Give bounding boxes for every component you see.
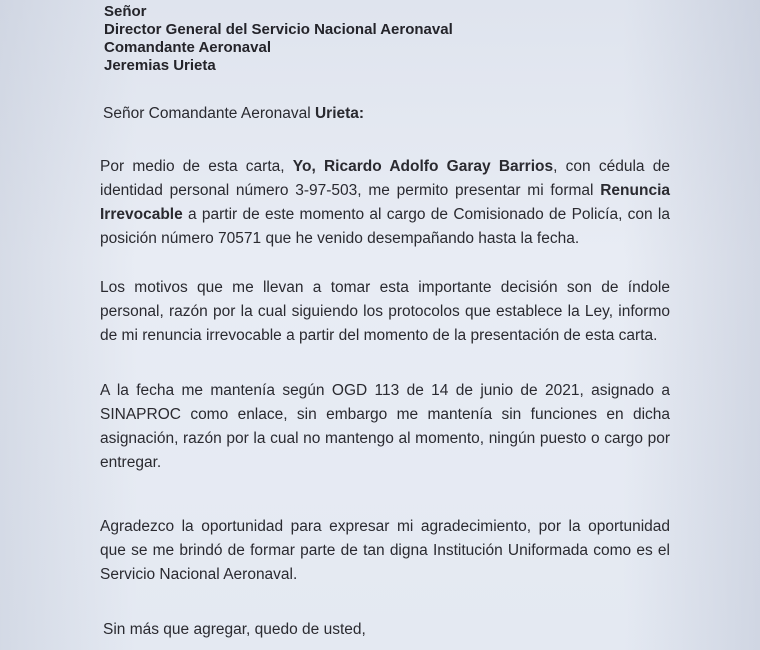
closing-line: Sin más que agregar, quedo de usted, bbox=[103, 621, 366, 638]
paragraph-reasons: Los motivos que me llevan a tomar esta importante decisión son de índole personal, razón por la cual siguiendo los protocolos que establece la Ley, informo de mi renuncia irrevocable a partir del momento de la presentación de esta carta. bbox=[100, 279, 670, 344]
salutation-name: Urieta: bbox=[314, 105, 365, 122]
paragraph-gratitude: Agradezco la oportunidad para expresar mi agradecimiento, por la oportunidad que se me brindó de formar parte de tan digna Institución Uniformada como es el Servicio Nacional Aeronaval. bbox=[100, 518, 670, 583]
recipient-block bbox=[104, 3, 453, 75]
recipient-name: Jeremias Urieta bbox=[104, 57, 216, 74]
paragraph-resignation bbox=[100, 155, 670, 251]
paragraph-text: a partir de este momento al cargo de Comisionado de Policía, con la posición número 70571 que he venido desempañando hasta la fecha. bbox=[100, 206, 670, 247]
resignee-name: Yo, Ricardo Adolfo Garay Barrios bbox=[292, 158, 554, 175]
paragraph-assignment: A la fecha me mantenía según OGD 113 de 14 de junio de 2021, asignado a SINAPROC como enlace, sin embargo me mantenía sin funciones en dicha asignación, razón por la cual no mantengo al momento, ningún puesto o cargo por entregar. bbox=[100, 382, 670, 471]
recipient-position: Director General del Servicio Nacional Aeronaval bbox=[104, 21, 453, 38]
salutation bbox=[103, 104, 364, 124]
paragraph-text: , con cédula de identidad personal número 3-97-503, me permito presentar mi formal bbox=[100, 158, 671, 199]
recipient-rank: Comandante Aeronaval bbox=[104, 39, 271, 56]
paragraph-text: Por medio de esta carta, bbox=[100, 158, 293, 175]
resignation-term: Renuncia Irrevocable bbox=[100, 182, 670, 223]
recipient-title: Señor bbox=[104, 3, 147, 20]
salutation-prefix: Señor Comandante Aeronaval bbox=[103, 105, 315, 122]
